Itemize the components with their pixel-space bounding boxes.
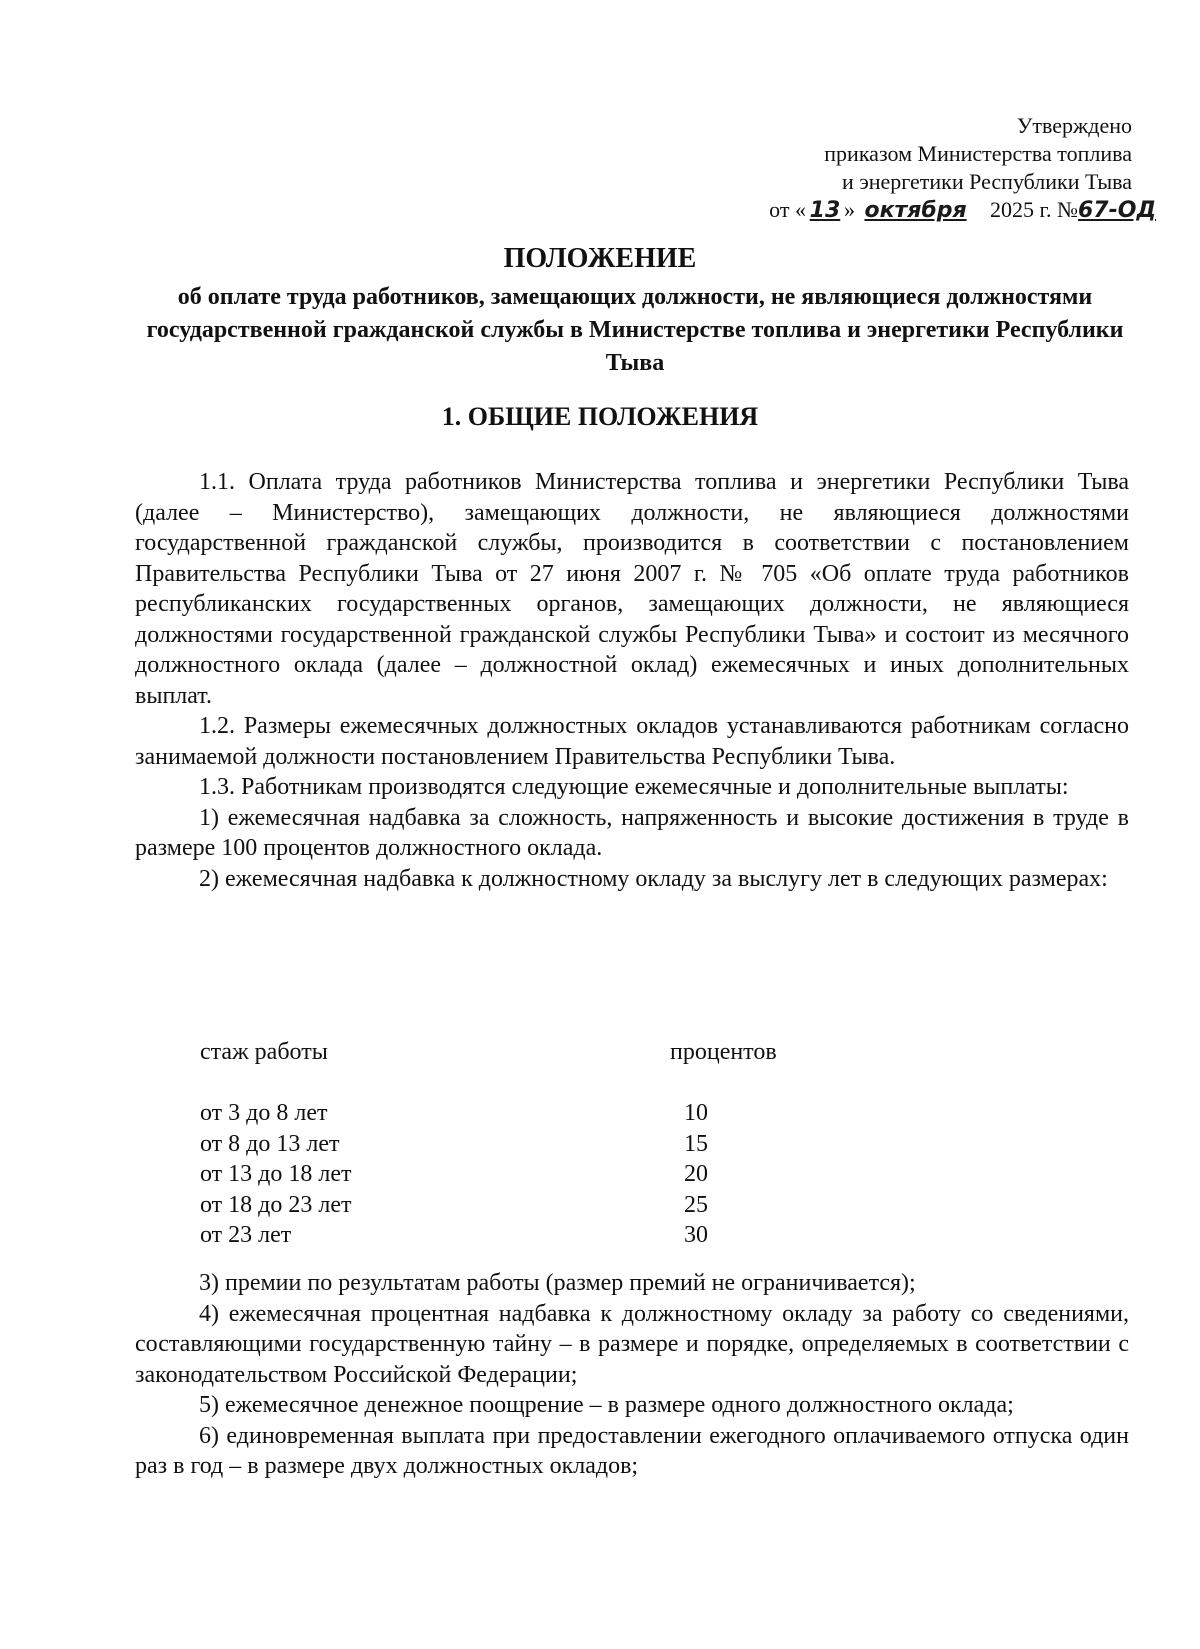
date-year: 2025 г. №	[989, 197, 1078, 222]
experience-cell: от 23 лет	[200, 1222, 292, 1248]
handwritten-order-number: 67-ОД	[1078, 198, 1157, 223]
percent-cell: 20	[684, 1161, 708, 1187]
percent-cell: 30	[684, 1222, 708, 1248]
paragraph-1-1: 1.1. Оплата труда работников Министерства топлива и энергетики Республики Тыва (далее – Министерство), замещающих должности, не являющиеся должностями государственной гражданской службы, производится в соответствии с постановлением Правительства Республики Тыва от 27 июня 2007 г. № 705 «Об оплате труда работников республиканских государственных органов, замещающих должности, не являющиеся должностями государственной гражданской службы Республики Тыва» и состоит из месячного должностного оклада (далее – должностной оклад) ежемесячных и иных дополнительных выплат.	[135, 469, 1129, 709]
approval-line-3: и энергетики Республики Тыва	[842, 169, 1132, 194]
experience-cell: от 3 до 8 лет	[200, 1100, 328, 1126]
list-item-4: 4) ежемесячная процентная надбавка к должностному окладу за работу со сведениями, составляющими государственную тайну – в размере и порядке, определяемых в соответствии с законодательством Российской Федерации;	[135, 1300, 1129, 1388]
approval-stamp-block	[769, 112, 1157, 225]
paragraph-1-2: 1.2. Размеры ежемесячных должностных окладов устанавливаются работникам согласно занимаемой должности постановлением Правительства Республики Тыва.	[135, 713, 1129, 770]
list-item-1: 1) ежемесячная надбавка за сложность, напряженность и высокие достижения в труде в размере 100 процентов должностного оклада.	[135, 804, 1129, 861]
list-item-3: 3) премии по результатам работы (размер премий не ограничивается);	[199, 1270, 916, 1296]
table-row	[200, 1220, 900, 1251]
table-row	[200, 1159, 900, 1190]
header-percent: процентов	[670, 1039, 777, 1065]
approval-label: Утверждено	[1016, 113, 1132, 138]
header-experience: стаж работы	[200, 1039, 328, 1065]
experience-cell: от 8 до 13 лет	[200, 1130, 340, 1157]
paragraph-1-3: 1.3. Работникам производятся следующие ежемесячные и дополнительные выплаты:	[199, 774, 1069, 800]
section-heading: 1. ОБЩИЕ ПОЛОЖЕНИЯ	[441, 402, 759, 431]
handwritten-day: 13	[809, 198, 841, 223]
table-row	[200, 1129, 900, 1160]
list-item-2: 2) ежемесячная надбавка к должностному окладу за выслугу лет в следующих размерах:	[199, 865, 1108, 892]
percent-cell: 25	[684, 1191, 708, 1218]
section-body-continued	[135, 1268, 1129, 1482]
date-mid: »	[843, 197, 855, 222]
list-item-5: 5) ежемесячное денежное поощрение – в размере одного должностного оклада;	[199, 1392, 1014, 1418]
table-row	[200, 1098, 900, 1129]
handwritten-month: октября	[864, 198, 967, 223]
table-spacer	[200, 1068, 900, 1099]
seniority-table	[200, 1037, 900, 1251]
approval-line-2: приказом Министерства топлива	[824, 141, 1132, 166]
date-prefix: от «	[769, 197, 806, 222]
table-header-row	[200, 1037, 900, 1068]
experience-cell: от 13 до 18 лет	[200, 1161, 352, 1187]
approval-date-line	[769, 196, 1157, 225]
section-body	[135, 467, 1129, 894]
percent-cell: 15	[684, 1130, 708, 1157]
document-title: ПОЛОЖЕНИЕ	[503, 243, 697, 274]
experience-cell: от 18 до 23 лет	[200, 1191, 352, 1218]
document-subtitle: об оплате труда работников, замещающих должности, не являющиеся должностями государственной гражданской службы в Министерстве топлива и энергетики Республики Тыва	[146, 284, 1124, 376]
percent-cell: 10	[684, 1100, 708, 1126]
list-item-6: 6) единовременная выплата при предоставлении ежегодного оплачиваемого отпуска один раз в год – в размере двух должностных окладов;	[135, 1422, 1129, 1479]
table-row	[200, 1190, 900, 1221]
